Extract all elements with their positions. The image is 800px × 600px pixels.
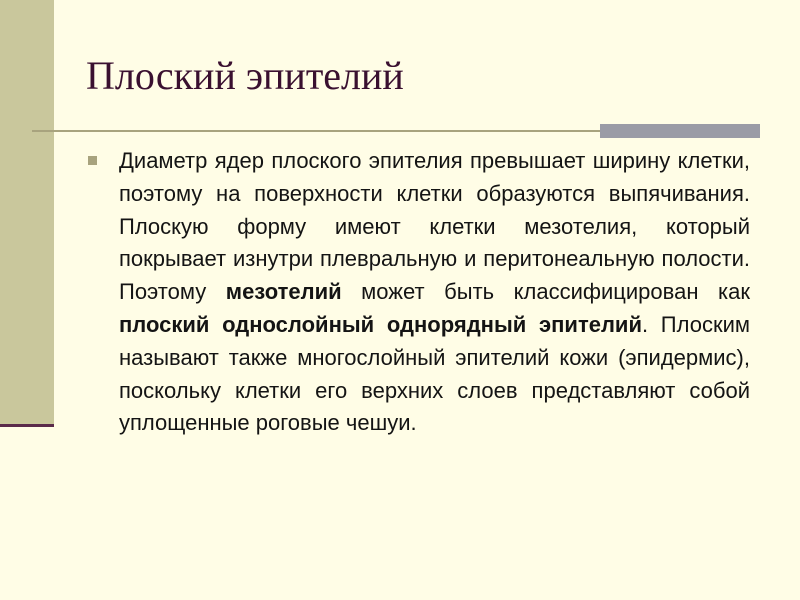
sidebar-decoration [0,0,54,426]
divider-accent [600,124,760,138]
sidebar-underline [0,424,54,427]
paragraph-text-1: Диаметр ядер плоского эпителия превышает ширину клетки, поэтому на поверхности клетки образуются выпячивания. Плоскую форму имеют клетки мезотелия, который покрывает изнутри плевральную и перитонеальную полости. Поэтому [119,148,750,305]
body-paragraph [119,145,750,440]
bold-term-mesothelium: мезотелий [225,279,342,305]
bold-term-classification: плоский однослойный однорядный эпителий [119,311,642,337]
paragraph-text-3: . Плоским называют также многослойный эпителий кожи (эпидермис), поскольку клетки его верхних слоев представляют собой уплощенные роговые чешуи. [119,311,750,436]
square-bullet-icon [88,156,97,165]
slide-title: Плоский эпителий [86,53,404,98]
title-divider [32,130,600,132]
paragraph-text-2: может быть классифицирован как [341,279,751,305]
